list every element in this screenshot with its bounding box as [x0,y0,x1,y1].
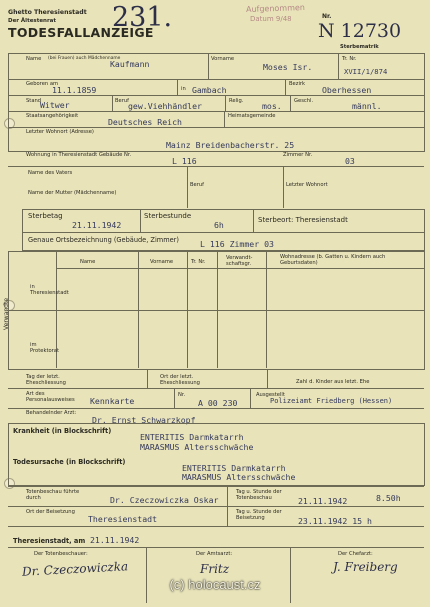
chefarzt-sign-label: Der Chefarzt: [338,551,373,557]
wohnung-value: L 116 [172,156,197,166]
name-label: Name [26,56,42,62]
sterbeort-label: Sterbeort: Theresienstadt [258,216,348,224]
beruf-value: gew.Viehhändler [128,101,202,111]
illness-label: Krankheit (in Blockschrift) [13,427,112,435]
surname-value: Kaufmann [110,59,150,69]
beruf-label: Beruf [115,98,129,104]
heimat-label: Heimatsgemeinde [228,113,276,119]
col-verwandt: Verwandt-schaftsgr. [226,255,253,267]
sterbetag-value: 21.11.1942 [72,220,122,230]
id-nr-label: Nr. [178,392,186,398]
id-nr-value: A 00 230 [198,398,238,408]
name-sublabel: (bei Frauen) auch Mädchenname [48,56,121,61]
vorname-label: Vorname [211,56,235,62]
number-label: Nr. [322,13,332,20]
amtsarzt-sign-label: Der Amtsarzt: [196,551,233,557]
id-type-label: Art des Personalausweises [26,391,75,403]
examiner-signature: Dr. Czeczowiczka [21,559,129,579]
exam-time-date: 21.11.1942 [298,496,348,506]
zimmer-label: Zimmer Nr. [283,152,313,158]
stand-label: Stand [26,98,42,104]
exam-time-hour: 8.50h [376,493,401,503]
wohnort-value: Mainz Breidenbacherstr. 25 [166,140,295,150]
wohnung-label: Wohnung in Theresienstadt Gebäude Nr. [26,152,132,158]
genaue-value: L 116 Zimmer 03 [200,239,274,249]
illness-line2: MARASMUS Altersschwäche [140,442,254,452]
wohnort-label: Letzter Wohnort (Adresse) [26,129,94,135]
born-in-label: in [181,86,186,92]
col-vorname: Vorname [150,259,174,265]
sterbestunde-label: Sterbestunde [144,212,192,220]
death-cause-line1: ENTERITIS Darmkatarrh [182,463,286,473]
geschl-label: Geschl. [294,98,314,104]
place-date-label: Theresienstadt, am [13,537,86,545]
place-date-value: 21.11.1942 [90,535,140,545]
in-theresienstadt-label: in Theresienstadt [30,284,69,296]
staat-value: Deutsches Reich [108,117,182,127]
tr-value: XVII/1/874 [344,67,388,76]
death-cause-line2: MARASMUS Altersschwäche [182,472,296,482]
marriage-place-label: Ort der letzt. Eheschliessung [160,374,200,386]
sterbetag-label: Sterbetag [28,212,63,220]
sterbestunde-value: 6h [214,220,224,230]
burial-place-label: Ort der Beisetzung [26,509,75,515]
col-tr: Tr. Nr. [191,259,206,265]
matrik-label: Sterbematrik [340,44,379,50]
register-number: N 12730 [318,20,402,42]
parents-wohnort-label: Letzter Wohnort [286,182,328,188]
marriage-date-label: Tag der letzt. Eheschliessung [26,374,66,386]
id-type-value: Kennkarte [90,396,135,406]
org-line1: Ghetto Theresienstadt [8,9,87,16]
form-title: TODESFALLANZEIGE [8,25,154,40]
mother-label: Name der Mutter (Mädchenname) [28,190,117,196]
col-name: Name [80,259,96,265]
born-value: 11.1.1859 [52,85,97,95]
chefarzt-signature: J. Freiberg [333,560,398,574]
burial-place-value: Theresienstadt [88,514,158,524]
parents-beruf-label: Beruf [190,182,204,188]
im-protektorat-label: im Protektorat [30,342,60,354]
geschl-value: männl. [352,101,382,111]
burial-time-label: Tag u. Stunde der Beisetzung [236,509,282,521]
received-stamp-line1: Aufgenommen [245,2,306,15]
genaue-label: Genaue Ortsbezeichnung (Gebäude, Zimmer) [28,236,179,244]
examiner-label: Totenbeschau führte durch [26,489,80,501]
children-label: Zahl d. Kinder aus letzt. Ehe [296,379,370,385]
bezirk-value: Oberhessen [322,85,372,95]
relig-label: Relig. [229,98,244,104]
exam-time-label: Tag u. Stunde der Totenbeschau [236,489,282,501]
issued-label: Ausgestellt [256,392,285,398]
examiner-value: Dr. Czeczowiczka Oskar [110,495,219,505]
vorname-value: Moses Isr. [263,62,313,72]
illness-line1: ENTERITIS Darmkatarrh [140,432,244,442]
col-wohn: Wohnadresse (b. Gatten u. Kindern auch Geburtsdaten) [280,254,386,266]
tr-label: Tr. Nr. [342,56,357,62]
staat-label: Staatsangehörigkeit [26,113,79,119]
burial-time-value: 23.11.1942 15 h [298,516,372,526]
father-label: Name des Vaters [28,170,73,176]
stand-value: Witwer [40,100,70,110]
examiner-sign-label: Der Totenbeschauer: [34,551,88,557]
amtsarzt-signature: Fritz [200,562,230,576]
bezirk-label: Bezirk [289,81,306,87]
born-place-value: Gambach [192,85,227,95]
watermark: (c) holocaust.cz [169,577,261,592]
relatives-side-label: Verwandte [3,297,10,330]
zimmer-value: 03 [345,156,355,166]
issued-value: Polizeiamt Friedberg (Hessen) [270,397,393,405]
doctor-value: Dr. Ernst Schwarzkopf [92,415,196,425]
doctor-label: Behandelnder Arzt: [26,410,77,416]
death-cause-label: Todesursache (in Blockschrift) [13,458,126,466]
received-stamp-line2: Datum 9/48 [250,15,292,23]
handwritten-number: 231. [112,2,173,33]
born-label: Geboren am [26,81,59,87]
relig-value: mos. [262,101,282,111]
org-line2: Der Ältestenrat [8,18,57,24]
